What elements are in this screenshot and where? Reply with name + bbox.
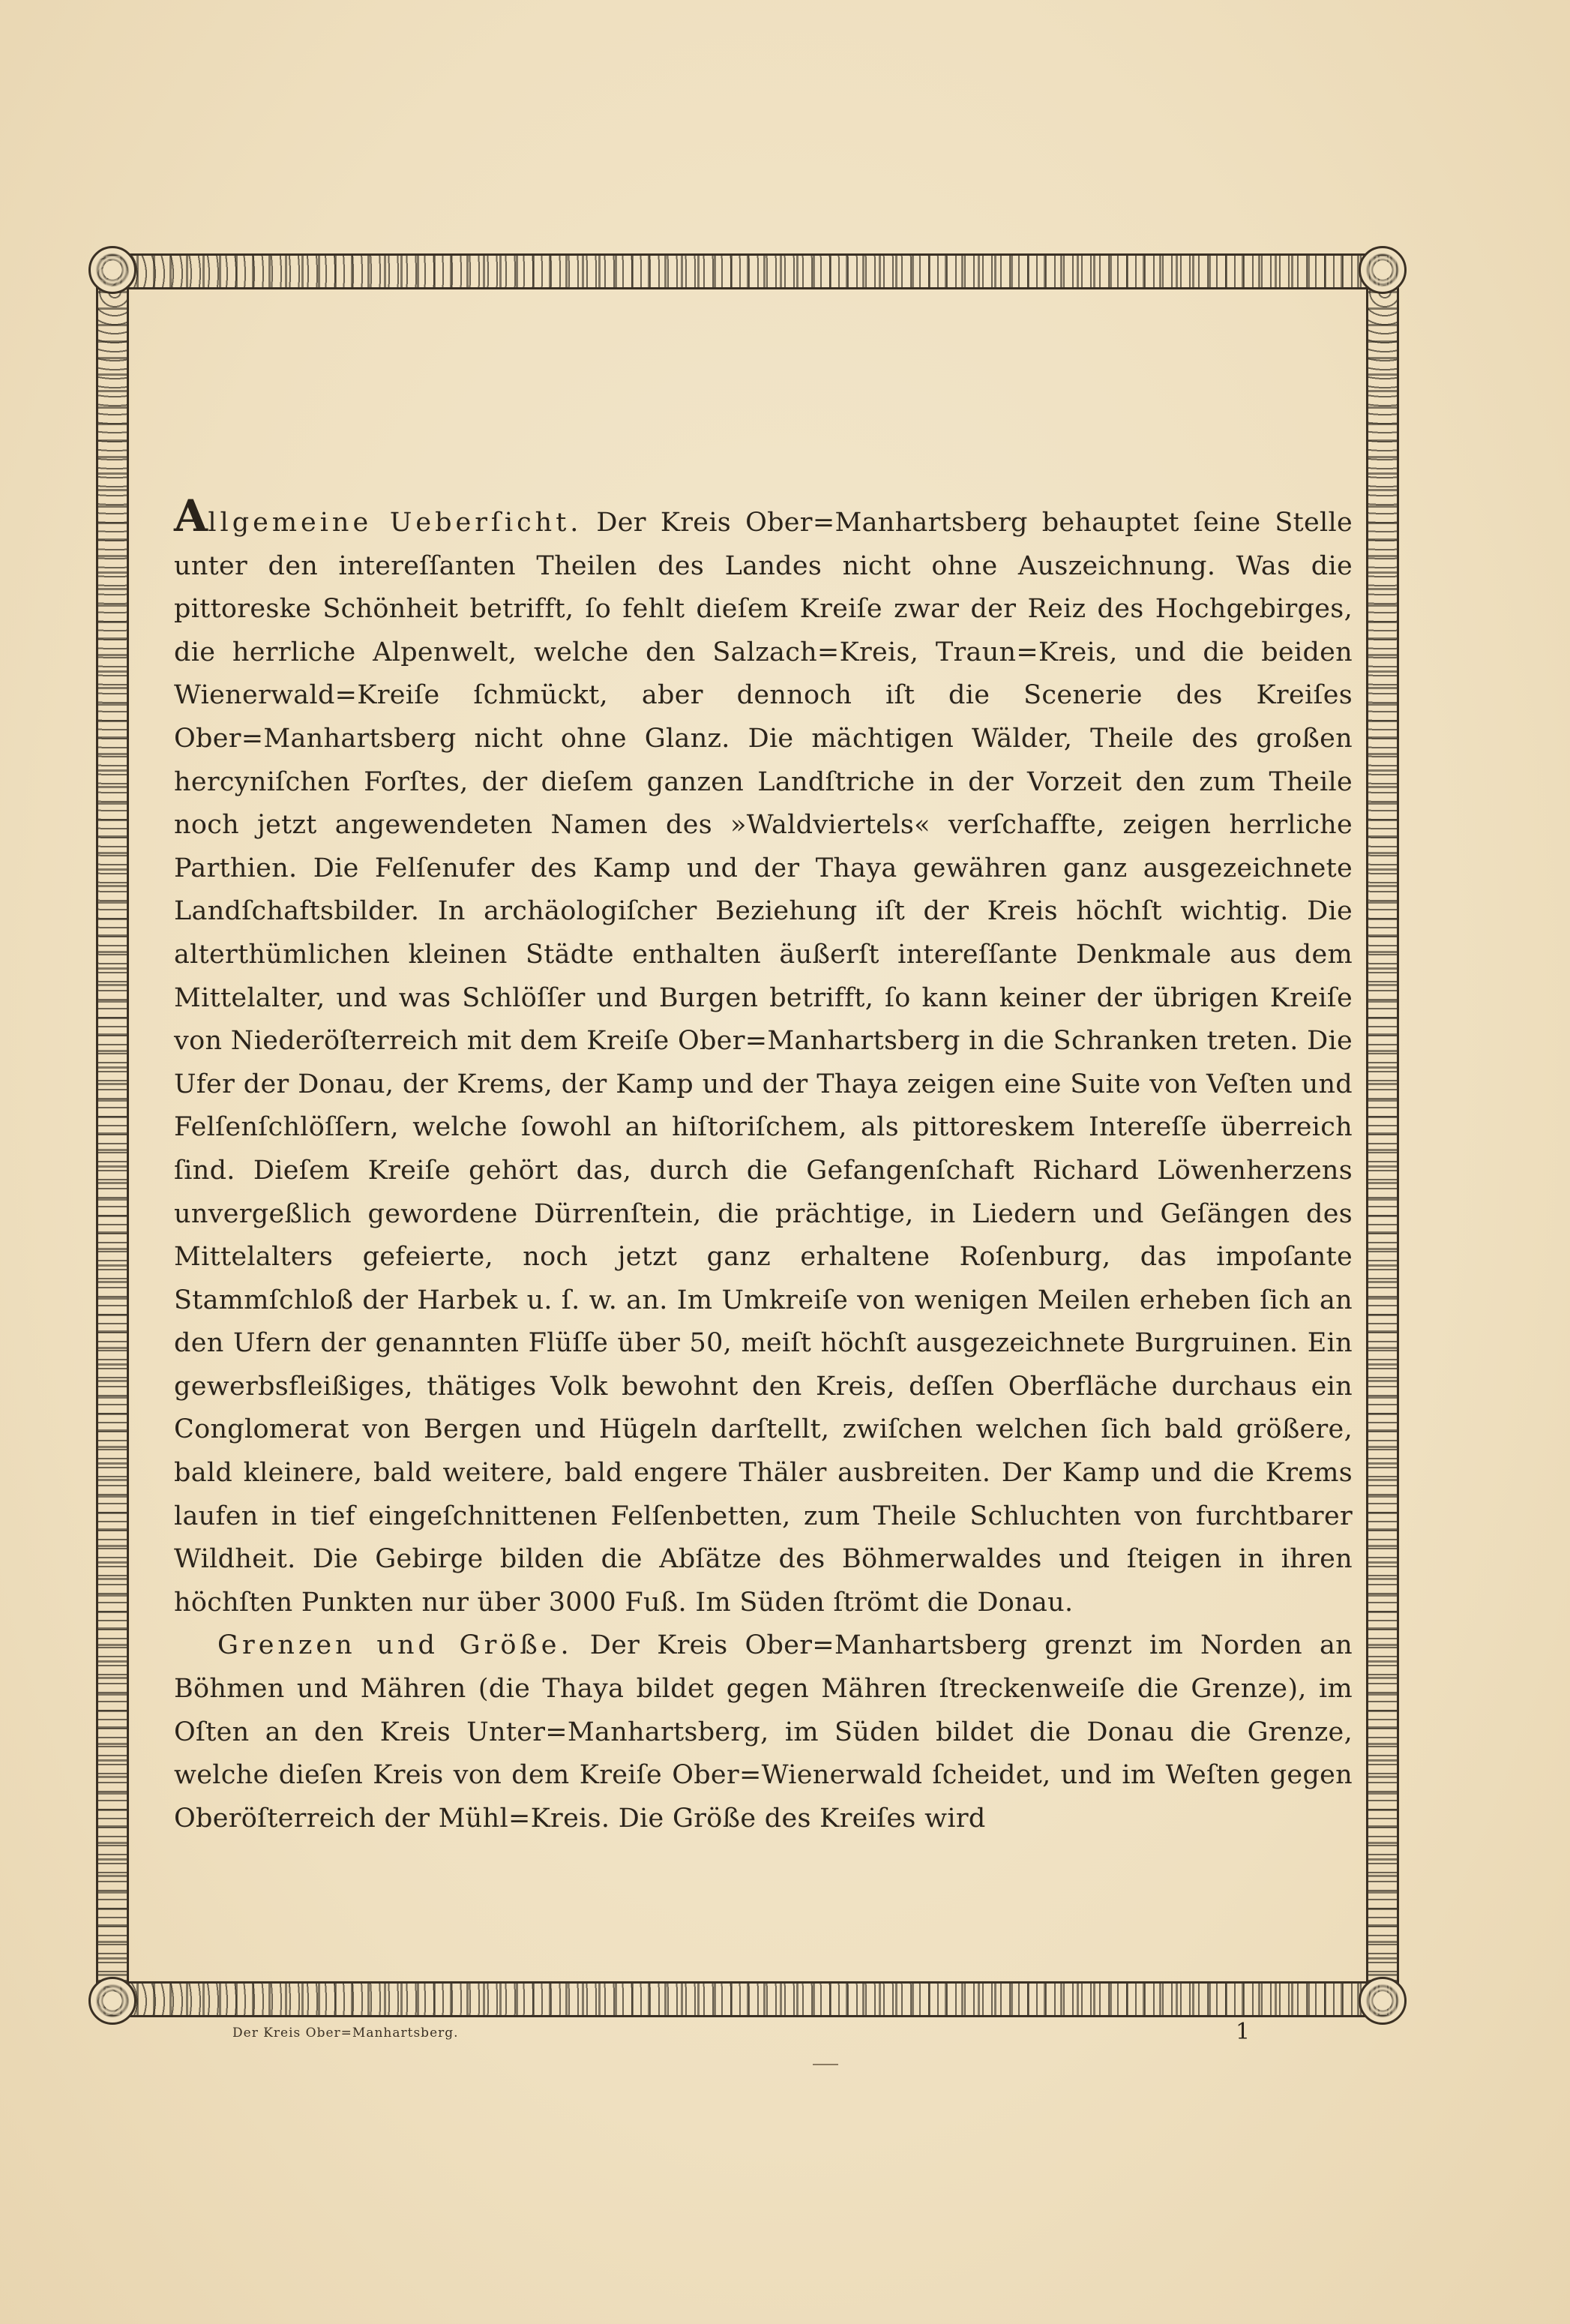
section-heading: llgemeine Ueberſicht. xyxy=(208,508,583,538)
body-text xyxy=(174,490,1353,1840)
ornamental-border-bottom xyxy=(96,1981,1399,2017)
corner-ornament-icon xyxy=(1359,246,1407,294)
ornamental-border-right xyxy=(1366,283,1399,1987)
paragraph-overview xyxy=(174,490,1353,1624)
section-heading: Grenzen und Größe. xyxy=(217,1630,573,1661)
ornamental-border-left xyxy=(96,283,129,1987)
corner-ornament-icon xyxy=(88,1977,136,2025)
corner-ornament-icon xyxy=(88,246,136,294)
drop-initial: A xyxy=(174,490,208,541)
printer-mark xyxy=(813,2064,838,2065)
page-number: 1 xyxy=(1236,2019,1251,2045)
paragraph-text: Der Kreis Ober=Manhartsberg behauptet ſeine Stelle unter den intereſſanten Theilen des Landes nicht ohne Auszeichnung. Was die pittoreske Schönheit betrifft, ſo fehlt dieſem Kreiſe zwar der Reiz des Hochgebirges, die herrliche Alpenwelt, welche den Salzach=Kreis, Traun=Kreis, und die beiden Wienerwald=Kreiſe ſchmückt, aber dennoch iſt die Scenerie des Kreiſes Ober=Manhartsberg nicht ohne Glanz. Die mächtigen Wälder, Theile des großen hercyniſchen Forſtes, der dieſem ganzen Landſtriche in der Vorzeit den zum Theile noch jetzt angewendeten Namen des »Waldviertels« verſchaffte, zeigen herrliche Parthien. Die Felſenufer des Kamp und der Thaya gewähren ganz ausgezeichnete Landſchaftsbilder. In archäologiſcher Beziehung iſt der Kreis höchſt wichtig. Die alterthümlichen kleinen Städte enthalten äußerſt intereſſante Denkmale aus dem Mittelalter, und was Schlöſſer und Burgen betrifft, ſo kann keiner der übrigen Kreiſe von Niederöſterreich mit dem Kreiſe Ober=Manhartsberg in die Schranken treten. Die Ufer der Donau, der Krems, der Kamp und der Thaya zeigen eine Suite von Veſten und Felſenſchlöſſern, welche ſowohl an hiſtoriſchem, als pittoreskem Intereſſe überreich ſind. Dieſem Kreiſe gehört das, durch die Gefangenſchaft Richard Löwenherzens unvergeßlich gewordene Dürrenſtein, die prächtige, in Liedern und Geſängen des Mittelalters gefeierte, noch jetzt ganz erhaltene Roſenburg, das impoſante Stammſchloß der Harbek u. ſ. w. an. Im Umkreiſe von wenigen Meilen erheben ſich an den Ufern der genannten Flüſſe über 50, meiſt höchſt ausgezeichnete Burgruinen. Ein gewerbsfleißiges, thätiges Volk bewohnt den Kreis, deſſen Oberfläche durchaus ein Conglomerat von Bergen und Hügeln darſtellt, zwiſchen welchen ſich bald größere, bald kleinere, bald weitere, bald engere Thäler ausbreiten. Der Kamp und die Krems laufen in tief eingeſchnittenen Felſenbetten, zum Theile Schluchten von furchtbarer Wildheit. Die Gebirge bilden die Abſätze des Böhmerwaldes und ſteigen in ihren höchſten Punkten nur über 3000 Fuß. Im Süden ſtrömt die Donau. xyxy=(174,508,1353,1618)
ornamental-border-top xyxy=(96,253,1399,289)
corner-ornament-icon xyxy=(1359,1977,1407,2025)
running-title: Der Kreis Ober=Manhartsberg. xyxy=(232,2026,459,2041)
paragraph-text: Der Kreis Ober=Manhartsberg grenzt im Norden an Böhmen und Mähren (die Thaya bildet gegen Mähren ſtreckenweiſe die Grenze), im Oſten an den Kreis Unter=Manhartsberg, im Süden bildet die Donau die Grenze, welche dieſen Kreis von dem Kreiſe Ober=Wienerwald ſcheidet, und im Weſten gegen Oberöſterreich der Mühl=Kreis. Die Größe des Kreiſes wird xyxy=(174,1630,1353,1834)
paragraph-borders-size xyxy=(174,1624,1353,1840)
